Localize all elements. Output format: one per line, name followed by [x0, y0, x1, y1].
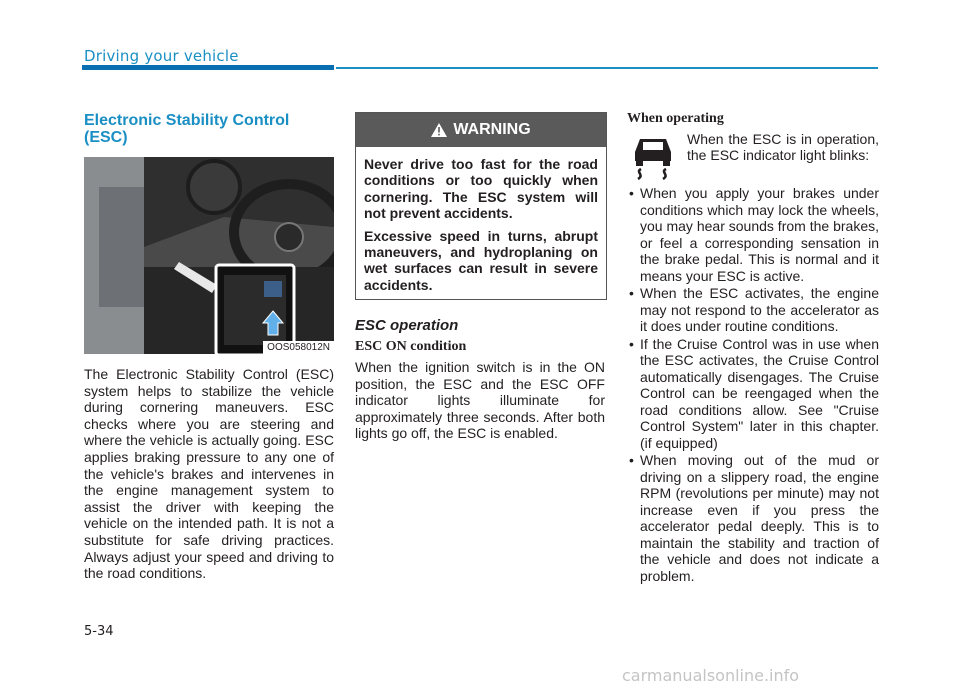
- when-operating-heading: When operating: [627, 111, 724, 126]
- watermark: carmanualsonline.info: [622, 666, 800, 685]
- esc-indicator-text: When the ESC is in operation, the ESC indicator light blinks:: [687, 131, 879, 164]
- header-rule-dark: [82, 65, 334, 70]
- warning-box: [355, 112, 607, 300]
- dashboard-illustration: [84, 157, 334, 354]
- warning-paragraph: Excessive speed in turns, abrupt maneuvers, and hydroplaning on wet surfaces can result in severe accidents.: [364, 227, 598, 293]
- warning-header: [356, 113, 606, 147]
- page-number: 5-34: [84, 624, 114, 639]
- list-item: • When the ESC activates, the engine may not respond to the accelerator as it does under routine conditions.: [627, 285, 879, 335]
- warning-icon: [431, 123, 447, 137]
- photo-code: OOS058012N: [263, 341, 334, 354]
- list-item: • When moving out of the mud or driving on a slippery road, the engine RPM (revolutions per minute) may not increase even if you press the accelerator pedal deeply. This is to maintain the stability and traction of the vehicle and does not indicate a problem.: [627, 452, 879, 584]
- warning-title: WARNING: [453, 121, 531, 138]
- esc-indicator-icon: [627, 133, 679, 181]
- header-rule-light: [336, 67, 878, 69]
- esc-operation-heading: ESC operation: [355, 317, 459, 334]
- list-item: • If the Cruise Control was in use when the ESC activates, the Cruise Control automatically disengages. The Cruise Control can be reengaged when the road conditions allow. See "Cruise Control System" later in this chapter. (if equipped): [627, 336, 879, 452]
- list-item: • When you apply your brakes under conditions which may lock the wheels, you may hear sounds from the brakes, or feel a corresponding sensation in the brake pedal. This is normal and it means your ESC is active.: [627, 185, 879, 284]
- esc-heading: Electronic Stability Control (ESC): [84, 112, 290, 146]
- section-title: Driving your vehicle: [84, 47, 239, 65]
- warning-paragraph: Never drive too fast for the road conditions or too quickly when cornering. The ESC system will not prevent accidents.: [364, 156, 598, 222]
- esc-on-subheading: ESC ON condition: [355, 339, 467, 354]
- esc-intro-paragraph: The Electronic Stability Control (ESC) system helps to stabilize the vehicle during cornering maneuvers. ESC checks where you are steering and where the vehicle is actually going. ESC applies braking pressure to any one of the vehicle's brakes and intervenes in the engine management system to assist the driver with keeping the vehicle on the intended path. It is not a substitute for safe driving practices. Always adjust your speed and driving to the road conditions.: [84, 366, 334, 582]
- esc-button-photo: [84, 157, 334, 354]
- esc-operating-list: [627, 185, 879, 585]
- esc-on-paragraph: When the ignition switch is in the ON position, the ESC and the ESC OFF indicator lights illuminate for approximately three seconds. After both lights go off, the ESC is enabled.: [355, 359, 605, 442]
